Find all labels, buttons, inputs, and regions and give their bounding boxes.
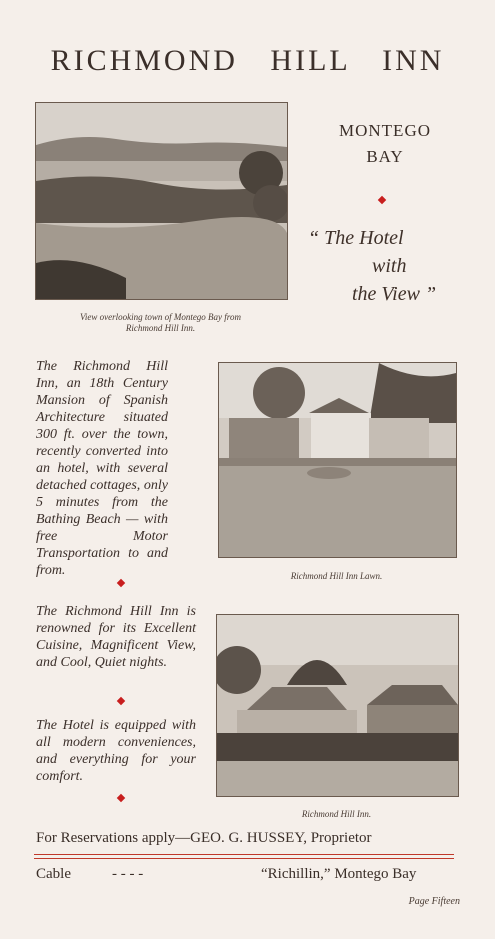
bay-view-photo xyxy=(35,102,288,300)
divider-rule xyxy=(34,854,454,855)
cuisine-paragraph: The Richmond Hill Inn is renowned for its Excellent Cuisine, Magnificent View, and Cool, Quiet nights. xyxy=(36,604,196,670)
history-paragraph: The Richmond Hill Inn, an 18th Century Mansion of Spanish Architecture situated 300 ft. over the town, recently converted into an hotel, with several detached cottages, only 5 minutes from the Bathing Beach — with free Motor Transportation to and from. xyxy=(36,359,168,578)
bay-view-caption-line1: View overlooking town of Montego Bay from xyxy=(80,312,241,322)
tagline xyxy=(300,224,470,308)
lawn-caption: Richmond Hill Inn Lawn. xyxy=(290,571,383,581)
divider-rule xyxy=(34,858,454,859)
location-line1: MONTEGO xyxy=(339,121,431,140)
tagline-line1: “ The Hotel xyxy=(308,227,404,249)
inn-caption: Richmond Hill Inn. xyxy=(301,809,372,819)
location-line2: BAY xyxy=(366,147,404,166)
page-title: RICHMOND HILL INN xyxy=(50,44,445,77)
bay-view-caption-line2: Richmond Hill Inn. xyxy=(125,323,196,333)
tagline-line2: with xyxy=(372,255,407,277)
bay-view-caption xyxy=(35,312,286,334)
cable-label: Cable xyxy=(36,866,71,882)
ornament-diamond xyxy=(378,196,386,204)
ornament-diamond xyxy=(117,579,125,587)
location-heading xyxy=(320,118,450,170)
cable-line xyxy=(36,866,456,883)
ornament-diamond xyxy=(117,697,125,705)
inn-photo xyxy=(216,614,459,797)
tagline-line3: the View ” xyxy=(352,283,437,305)
cable-address: “Richillin,” Montego Bay xyxy=(261,866,417,882)
cable-dashes: - - - - xyxy=(112,866,144,882)
reservations-line: For Reservations apply—GEO. G. HUSSEY, Proprietor xyxy=(36,830,372,846)
page-number: Page Fifteen xyxy=(408,896,460,907)
lawn-photo xyxy=(218,362,457,558)
ornament-diamond xyxy=(117,794,125,802)
conveniences-paragraph: The Hotel is equipped with all modern conveniences, and everything for your comfort. xyxy=(36,718,196,784)
